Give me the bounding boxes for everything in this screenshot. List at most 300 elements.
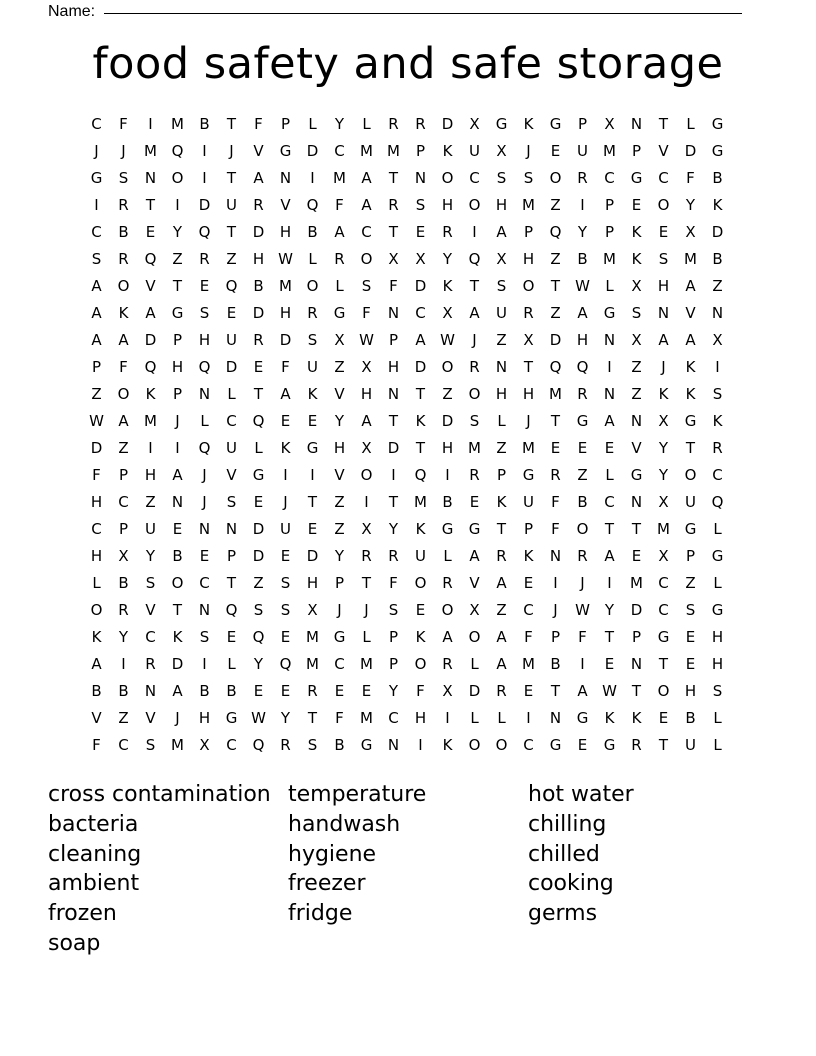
grid-letter: X bbox=[415, 250, 426, 268]
grid-letter: S bbox=[145, 736, 156, 754]
grid-letter: E bbox=[145, 223, 156, 241]
grid-letter: G bbox=[657, 628, 670, 646]
grid-letter: U bbox=[280, 520, 291, 538]
grid-letter: Y bbox=[388, 682, 399, 700]
grid-letter: P bbox=[523, 223, 534, 241]
grid-letter: H bbox=[414, 709, 427, 727]
grid-letter: L bbox=[713, 520, 722, 538]
word-list-item: cross contamination bbox=[48, 782, 271, 807]
grid-letter: I bbox=[364, 493, 369, 511]
grid-letter: P bbox=[91, 358, 102, 376]
grid-letter: K bbox=[442, 277, 453, 295]
grid-letter: D bbox=[306, 142, 319, 160]
grid-letter: Y bbox=[280, 709, 291, 727]
grid-letter: R bbox=[442, 574, 453, 592]
grid-letter: H bbox=[306, 574, 319, 592]
grid-letter: P bbox=[604, 223, 615, 241]
grid-row bbox=[83, 111, 731, 138]
grid-letter: H bbox=[387, 358, 400, 376]
grid-letter: Q bbox=[252, 412, 265, 430]
grid-letter: B bbox=[199, 115, 210, 133]
grid-letter: Y bbox=[172, 223, 183, 241]
grid-letter: C bbox=[604, 169, 615, 187]
grid-letter: D bbox=[279, 331, 292, 349]
grid-letter: D bbox=[630, 601, 643, 619]
grid-letter: C bbox=[199, 574, 210, 592]
grid-letter: Y bbox=[334, 547, 345, 565]
grid-letter: E bbox=[280, 412, 291, 430]
grid-letter: E bbox=[658, 709, 669, 727]
grid-letter: K bbox=[442, 142, 453, 160]
grid-letter: E bbox=[172, 520, 183, 538]
grid-letter: D bbox=[252, 520, 265, 538]
grid-letter: T bbox=[253, 385, 264, 403]
grid-letter: R bbox=[469, 466, 480, 484]
grid-letter: X bbox=[388, 250, 399, 268]
grid-letter: T bbox=[388, 223, 399, 241]
grid-letter: J bbox=[580, 574, 585, 592]
grid-letter: K bbox=[685, 385, 696, 403]
grid-letter: L bbox=[713, 736, 722, 754]
grid-letter: R bbox=[496, 682, 507, 700]
grid-letter: C bbox=[658, 601, 669, 619]
grid-letter: M bbox=[279, 277, 292, 295]
grid-letter: A bbox=[334, 223, 345, 241]
grid-letter: G bbox=[495, 115, 508, 133]
grid-letter: Q bbox=[306, 196, 319, 214]
grid-letter: M bbox=[522, 655, 535, 673]
name-field bbox=[48, 0, 748, 20]
grid-letter: Y bbox=[334, 115, 345, 133]
grid-letter: V bbox=[334, 466, 345, 484]
grid-letter: T bbox=[658, 655, 669, 673]
grid-letter: H bbox=[657, 277, 670, 295]
grid-letter: S bbox=[280, 601, 291, 619]
grid-letter: B bbox=[442, 493, 453, 511]
grid-letter: I bbox=[175, 196, 180, 214]
grid-letter: Z bbox=[253, 574, 264, 592]
grid-letter: T bbox=[604, 520, 615, 538]
grid-letter: C bbox=[334, 142, 345, 160]
grid-letter: N bbox=[387, 385, 400, 403]
grid-letter: H bbox=[171, 358, 184, 376]
grid-letter: P bbox=[226, 547, 237, 565]
grid-letter: J bbox=[283, 493, 288, 511]
grid-letter: G bbox=[576, 412, 589, 430]
grid-letter: W bbox=[575, 277, 590, 295]
grid-letter: L bbox=[92, 574, 101, 592]
grid-letter: V bbox=[334, 385, 345, 403]
grid-letter: S bbox=[658, 250, 669, 268]
grid-letter: G bbox=[711, 115, 724, 133]
grid-letter: Q bbox=[225, 277, 238, 295]
grid-letter: K bbox=[415, 520, 426, 538]
grid-letter: O bbox=[468, 196, 481, 214]
grid-letter: J bbox=[202, 466, 207, 484]
grid-letter: K bbox=[415, 628, 426, 646]
grid-letter: A bbox=[658, 331, 669, 349]
grid-letter: Z bbox=[631, 358, 642, 376]
word-list-item: bacteria bbox=[48, 811, 139, 837]
grid-letter: O bbox=[522, 277, 535, 295]
grid-letter: V bbox=[280, 196, 291, 214]
grid-letter: S bbox=[523, 169, 534, 187]
grid-letter: Y bbox=[577, 223, 588, 241]
grid-letter: X bbox=[469, 601, 480, 619]
grid-letter: E bbox=[199, 277, 210, 295]
grid-letter: K bbox=[631, 223, 642, 241]
grid-letter: B bbox=[334, 736, 345, 754]
grid-letter: P bbox=[496, 466, 507, 484]
grid-letter: A bbox=[685, 331, 696, 349]
grid-letter: R bbox=[577, 169, 588, 187]
grid-letter: J bbox=[472, 331, 477, 349]
grid-letter: F bbox=[686, 169, 695, 187]
grid-letter: H bbox=[279, 223, 292, 241]
grid-letter: A bbox=[442, 628, 453, 646]
grid-letter: J bbox=[526, 142, 531, 160]
grid-letter: N bbox=[630, 655, 643, 673]
grid-letter: O bbox=[414, 655, 427, 673]
grid-letter: T bbox=[226, 223, 237, 241]
grid-letter: J bbox=[175, 412, 180, 430]
grid-letter: F bbox=[281, 358, 290, 376]
grid-letter: Q bbox=[549, 223, 562, 241]
grid-letter: S bbox=[145, 574, 156, 592]
grid-letter: U bbox=[685, 493, 696, 511]
grid-letter: A bbox=[604, 412, 615, 430]
grid-letter: P bbox=[118, 466, 129, 484]
grid-letter: Z bbox=[550, 304, 561, 322]
grid-letter: Z bbox=[550, 196, 561, 214]
grid-letter: I bbox=[445, 709, 450, 727]
grid-letter: S bbox=[226, 493, 237, 511]
grid-letter: C bbox=[388, 709, 399, 727]
grid-letter: J bbox=[121, 142, 126, 160]
grid-letter: G bbox=[603, 736, 616, 754]
grid-letter: D bbox=[144, 331, 157, 349]
grid-letter: S bbox=[199, 304, 210, 322]
grid-letter: D bbox=[306, 547, 319, 565]
grid-letter: J bbox=[229, 142, 234, 160]
grid-letter: H bbox=[198, 331, 211, 349]
grid-letter: P bbox=[415, 142, 426, 160]
grid-letter: T bbox=[496, 520, 507, 538]
grid-letter: R bbox=[388, 196, 399, 214]
grid-letter: B bbox=[91, 682, 102, 700]
grid-letter: C bbox=[91, 223, 102, 241]
grid-letter: D bbox=[198, 196, 211, 214]
grid-letter: P bbox=[388, 628, 399, 646]
grid-letter: L bbox=[605, 466, 614, 484]
grid-letter: D bbox=[441, 412, 454, 430]
grid-letter: Y bbox=[145, 547, 156, 565]
grid-letter: T bbox=[631, 682, 642, 700]
grid-letter: V bbox=[145, 709, 156, 727]
grid-letter: O bbox=[306, 277, 319, 295]
grid-letter: Y bbox=[334, 412, 345, 430]
grid-letter: P bbox=[172, 385, 183, 403]
grid-letter: F bbox=[92, 466, 101, 484]
grid-letter: P bbox=[388, 655, 399, 673]
grid-letter: H bbox=[441, 439, 454, 457]
grid-letter: C bbox=[523, 736, 534, 754]
grid-letter: F bbox=[389, 277, 398, 295]
grid-letter: D bbox=[414, 358, 427, 376]
grid-letter: I bbox=[202, 142, 207, 160]
word-list bbox=[48, 780, 768, 959]
grid-letter: X bbox=[469, 115, 480, 133]
grid-letter: C bbox=[118, 736, 129, 754]
grid-letter: W bbox=[359, 331, 374, 349]
grid-letter: G bbox=[549, 115, 562, 133]
grid-letter: E bbox=[280, 547, 291, 565]
grid-letter: Z bbox=[496, 439, 507, 457]
grid-letter: M bbox=[171, 115, 184, 133]
grid-letter: B bbox=[307, 223, 318, 241]
grid-letter: T bbox=[415, 439, 426, 457]
grid-letter: O bbox=[468, 628, 481, 646]
grid-letter: E bbox=[280, 628, 291, 646]
grid-letter: A bbox=[253, 169, 264, 187]
grid-letter: G bbox=[468, 520, 481, 538]
grid-letter: V bbox=[658, 142, 669, 160]
grid-letter: T bbox=[226, 169, 237, 187]
grid-letter: O bbox=[117, 385, 130, 403]
grid-letter: O bbox=[360, 466, 373, 484]
grid-letter: P bbox=[550, 628, 561, 646]
grid-letter: B bbox=[226, 682, 237, 700]
grid-letter: E bbox=[253, 493, 264, 511]
word-list-item: chilling bbox=[528, 811, 607, 837]
grid-letter: C bbox=[91, 115, 102, 133]
page-title: food safety and safe storage bbox=[92, 39, 724, 89]
grid-letter: A bbox=[172, 466, 183, 484]
grid-letter: G bbox=[441, 520, 454, 538]
grid-letter: I bbox=[94, 196, 99, 214]
grid-letter: G bbox=[171, 304, 184, 322]
grid-letter: L bbox=[308, 115, 317, 133]
grid-letter: R bbox=[253, 331, 264, 349]
grid-letter: A bbox=[172, 682, 183, 700]
grid-letter: M bbox=[171, 736, 184, 754]
grid-letter: H bbox=[711, 655, 724, 673]
grid-letter: A bbox=[280, 385, 291, 403]
grid-letter: S bbox=[307, 331, 318, 349]
grid-letter: Z bbox=[145, 493, 156, 511]
grid-letter: Z bbox=[442, 385, 453, 403]
grid-letter: A bbox=[91, 331, 102, 349]
grid-letter: R bbox=[442, 223, 453, 241]
grid-letter: S bbox=[631, 304, 642, 322]
grid-letter: T bbox=[226, 574, 237, 592]
grid-letter: K bbox=[172, 628, 183, 646]
grid-letter: F bbox=[362, 304, 371, 322]
grid-letter: I bbox=[553, 574, 558, 592]
grid-letter: Z bbox=[577, 466, 588, 484]
grid-letter: Q bbox=[198, 439, 211, 457]
grid-letter: B bbox=[712, 250, 723, 268]
grid-letter: M bbox=[144, 412, 157, 430]
grid-letter: E bbox=[415, 601, 426, 619]
grid-letter: Z bbox=[712, 277, 723, 295]
grid-letter: N bbox=[387, 736, 400, 754]
grid-letter: N bbox=[387, 304, 400, 322]
grid-letter: A bbox=[415, 331, 426, 349]
grid-letter: O bbox=[468, 736, 481, 754]
grid-letter: O bbox=[441, 601, 454, 619]
grid-letter: N bbox=[711, 304, 724, 322]
grid-row bbox=[83, 219, 731, 246]
grid-letter: K bbox=[631, 709, 642, 727]
grid-letter: D bbox=[252, 223, 265, 241]
grid-letter: E bbox=[604, 439, 615, 457]
grid-letter: A bbox=[91, 304, 102, 322]
grid-letter: G bbox=[252, 466, 265, 484]
grid-letter: H bbox=[90, 547, 103, 565]
grid-letter: W bbox=[251, 709, 266, 727]
grid-letter: K bbox=[307, 385, 318, 403]
grid-letter: H bbox=[522, 385, 535, 403]
grid-letter: L bbox=[200, 412, 209, 430]
grid-letter: R bbox=[550, 466, 561, 484]
grid-letter: Q bbox=[414, 466, 427, 484]
grid-letter: D bbox=[225, 358, 238, 376]
grid-letter: I bbox=[202, 655, 207, 673]
grid-letter: W bbox=[278, 250, 293, 268]
grid-letter: Z bbox=[631, 385, 642, 403]
grid-letter: F bbox=[119, 358, 128, 376]
grid-letter: P bbox=[685, 547, 696, 565]
grid-letter: M bbox=[306, 628, 319, 646]
grid-row bbox=[83, 705, 731, 732]
grid-letter: Q bbox=[576, 358, 589, 376]
grid-letter: M bbox=[360, 709, 373, 727]
grid-letter: Q bbox=[144, 358, 157, 376]
grid-letter: K bbox=[415, 412, 426, 430]
name-label: Name: bbox=[48, 3, 96, 20]
grid-letter: K bbox=[118, 304, 129, 322]
grid-letter: Y bbox=[685, 196, 696, 214]
grid-letter: J bbox=[175, 709, 180, 727]
grid-letter: R bbox=[523, 304, 534, 322]
grid-letter: T bbox=[523, 358, 534, 376]
grid-letter: B bbox=[550, 655, 561, 673]
grid-letter: C bbox=[415, 304, 426, 322]
grid-row bbox=[83, 246, 731, 273]
grid-letter: Y bbox=[658, 466, 669, 484]
grid-letter: P bbox=[334, 574, 345, 592]
grid-letter: Q bbox=[252, 628, 265, 646]
grid-letter: B bbox=[685, 709, 696, 727]
grid-letter: S bbox=[685, 601, 696, 619]
grid-letter: S bbox=[253, 601, 264, 619]
grid-letter: Z bbox=[334, 520, 345, 538]
grid-letter: R bbox=[577, 385, 588, 403]
grid-row bbox=[83, 138, 731, 165]
grid-letter: O bbox=[90, 601, 103, 619]
grid-letter: X bbox=[631, 277, 642, 295]
grid-letter: D bbox=[252, 547, 265, 565]
grid-letter: E bbox=[550, 142, 561, 160]
grid-letter: E bbox=[307, 520, 318, 538]
word-list-item: freezer bbox=[288, 871, 366, 897]
grid-letter: N bbox=[630, 115, 643, 133]
grid-row bbox=[83, 462, 731, 489]
grid-letter: K bbox=[145, 385, 156, 403]
grid-letter: U bbox=[226, 439, 237, 457]
grid-letter: R bbox=[118, 601, 129, 619]
grid-letter: J bbox=[364, 601, 369, 619]
grid-letter: M bbox=[333, 169, 346, 187]
grid-letter: X bbox=[442, 304, 453, 322]
grid-letter: U bbox=[523, 493, 534, 511]
grid-letter: N bbox=[549, 547, 562, 565]
grid-letter: Z bbox=[118, 439, 129, 457]
grid-letter: O bbox=[495, 736, 508, 754]
grid-letter: Q bbox=[144, 250, 157, 268]
grid-letter: A bbox=[145, 304, 156, 322]
grid-letter: O bbox=[657, 682, 670, 700]
grid-letter: X bbox=[712, 331, 723, 349]
grid-letter: G bbox=[333, 304, 346, 322]
grid-letter: K bbox=[442, 736, 453, 754]
grid-letter: L bbox=[470, 655, 479, 673]
grid-letter: N bbox=[171, 493, 184, 511]
grid-letter: A bbox=[577, 682, 588, 700]
grid-letter: N bbox=[279, 169, 292, 187]
grid-letter: R bbox=[415, 115, 426, 133]
grid-letter: A bbox=[91, 655, 102, 673]
grid-letter: X bbox=[361, 439, 372, 457]
grid-letter: K bbox=[631, 250, 642, 268]
grid-letter: M bbox=[414, 493, 427, 511]
grid-letter: H bbox=[279, 304, 292, 322]
grid-letter: R bbox=[712, 439, 723, 457]
grid-row bbox=[83, 354, 731, 381]
grid-letter: M bbox=[144, 142, 157, 160]
grid-letter: O bbox=[441, 169, 454, 187]
grid-letter: L bbox=[686, 115, 695, 133]
grid-letter: B bbox=[577, 250, 588, 268]
grid-letter: S bbox=[280, 574, 291, 592]
grid-letter: N bbox=[630, 412, 643, 430]
grid-letter: C bbox=[145, 628, 156, 646]
grid-letter: I bbox=[418, 736, 423, 754]
grid-letter: X bbox=[334, 331, 345, 349]
grid-letter: H bbox=[90, 493, 103, 511]
grid-letter: N bbox=[549, 709, 562, 727]
grid-letter: U bbox=[415, 547, 426, 565]
grid-letter: P bbox=[118, 520, 129, 538]
grid-letter: L bbox=[713, 574, 722, 592]
grid-letter: T bbox=[226, 115, 237, 133]
grid-letter: H bbox=[144, 466, 157, 484]
grid-letter: D bbox=[468, 682, 481, 700]
grid-letter: A bbox=[496, 628, 507, 646]
grid-letter: J bbox=[337, 601, 342, 619]
grid-letter: E bbox=[307, 412, 318, 430]
grid-letter: Q bbox=[198, 223, 211, 241]
grid-letter: E bbox=[523, 574, 534, 592]
grid-letter: C bbox=[712, 466, 723, 484]
grid-letter: U bbox=[496, 304, 507, 322]
grid-letter: S bbox=[199, 628, 210, 646]
grid-letter: G bbox=[711, 547, 724, 565]
grid-letter: P bbox=[523, 520, 534, 538]
grid-letter: L bbox=[443, 547, 452, 565]
grid-letter: G bbox=[360, 736, 373, 754]
